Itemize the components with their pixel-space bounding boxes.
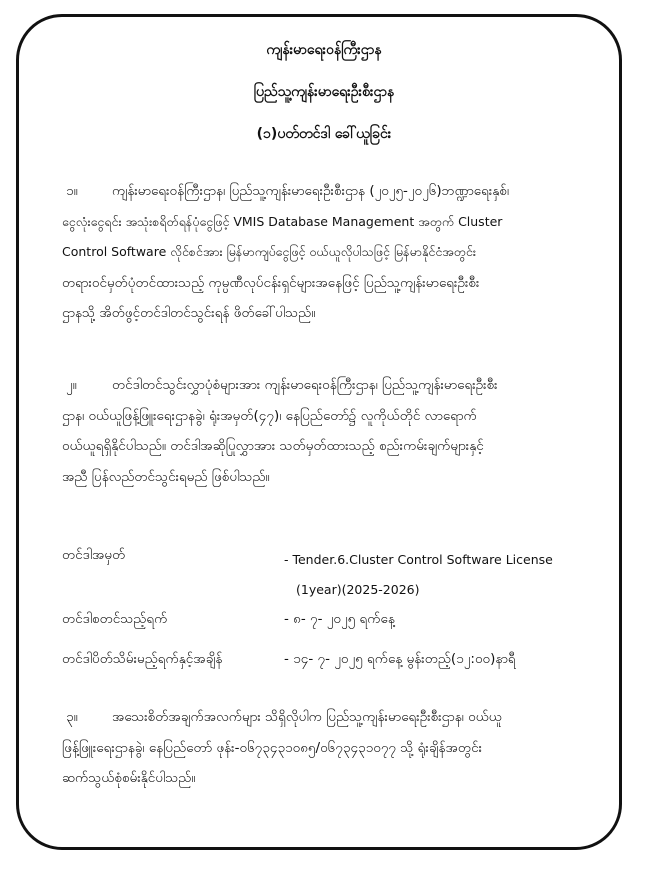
paragraph-2 — [62, 370, 594, 492]
paragraph-line: တင်ဒါတင်သွင်းလွှာပုံစံများအား ကျန်းမာရေးဝန်ကြီးဌာန၊ ပြည်သူ့ကျန်းမာရေးဦးစီး — [112, 377, 498, 393]
start-date-value: - ၈- ၇- ၂၀၂၅ ရက်နေ့ — [284, 611, 395, 627]
paragraph-3 — [62, 702, 594, 794]
paragraph-number: ၃။ — [66, 709, 78, 725]
start-date-label: တင်ဒါစတင်သည့်ရက် — [62, 611, 168, 627]
paragraph-line: ငွေလုံးငွေရင်း အသုံးစရိတ်ရန်ပုံငွေဖြင့် VMIS Database Management အတွက် Cluster — [62, 213, 503, 229]
paragraph-number: ၁။ — [66, 183, 78, 199]
document-title: (၁)ပတ်တင်ဒါ ခေါ်ယူခြင်း — [256, 126, 392, 142]
paragraph-line: အညီ ပြန်လည်တင်သွင်းရမည် ဖြစ်ပါသည်။ — [62, 468, 270, 485]
paragraph-line: ဌာနသို့ အိတ်ဖွင့်တင်ဒါတင်သွင်းရန် ဖိတ်ခေါ်ပါသည်။ — [62, 305, 316, 321]
paragraph-line: ဝယ်ယူရရှိနိုင်ပါသည်။ တင်ဒါအဆိုပြုလွှာအား သတ်မှတ်ထားသည့် စည်းကမ်းချက်များနှင့် — [62, 438, 484, 454]
paragraph-1 — [62, 176, 594, 329]
department-heading: ပြည်သူ့ကျန်းမာရေးဦးစီးဌာန — [253, 84, 395, 100]
paragraph-line: ကျန်းမာရေးဝန်ကြီးဌာန၊ ပြည်သူ့ကျန်းမာရေးဦးစီးဌာန (၂၀၂၅-၂၀၂၆)ဘဏ္ဍာရေးနှစ်၊ — [112, 183, 509, 199]
paragraph-line: ဌာန၊ ဝယ်ယူဖြန့်ဖြူးရေးဌာနခွဲ၊ ရုံးအမှတ်(၄၇)၊ နေပြည်တော်၌ လူကိုယ်တိုင် လာရောက် — [62, 407, 477, 424]
paragraph-line: ဆက်သွယ်စုံစမ်းနိုင်ပါသည်။ — [62, 770, 196, 786]
paragraph-line: တရားဝင်မှတ်ပုံတင်ထားသည့် ကုမ္ပဏီလုပ်ငန်းရှင်များအနေဖြင့် ပြည်သူ့ကျန်းမာရေးဦးစီး — [62, 274, 480, 291]
tender-number-value-cont: (1year)(2025-2026) — [296, 582, 420, 597]
ministry-heading: ကျန်းမာရေးဝန်ကြီးဌာန — [266, 42, 382, 58]
paragraph-line: Control Software လိုင်စင်အား မြန်မာကျပ်ငွေဖြင့် ဝယ်ယူလိုပါသဖြင့် မြန်မာနိုင်ငံအတွင်း — [62, 244, 477, 259]
tender-number-label: တင်ဒါအမှတ် — [62, 547, 126, 563]
closing-date-value: - ၁၄- ၇- ၂၀၂၅ ရက်နေ့ မွန်းတည့်(၁၂:၀၀)နာရီ — [284, 651, 516, 667]
paragraph-line: ဖြန့်ဖြူးရေးဌာနခွဲ၊ နေပြည်တော် ဖုန်း-၀၆၇၃၄၃၁၀၈၅/၀၆၇၃၄၃၁၀၇၇ သို့ ရုံးချိန်အတွင်း — [62, 739, 482, 756]
paragraph-number: ၂။ — [66, 377, 77, 393]
tender-number-value: - Tender.6.Cluster Control Software License — [284, 552, 553, 567]
paragraph-line: အသေးစိတ်အချက်အလက်များ သိရှိလိုပါက ပြည်သူ့ကျန်းမာရေးဦးစီးဌာန၊ ဝယ်ယူ — [112, 709, 502, 725]
closing-date-label: တင်ဒါပိတ်သိမ်းမည့်ရက်နှင့်အချိန် — [62, 651, 223, 667]
